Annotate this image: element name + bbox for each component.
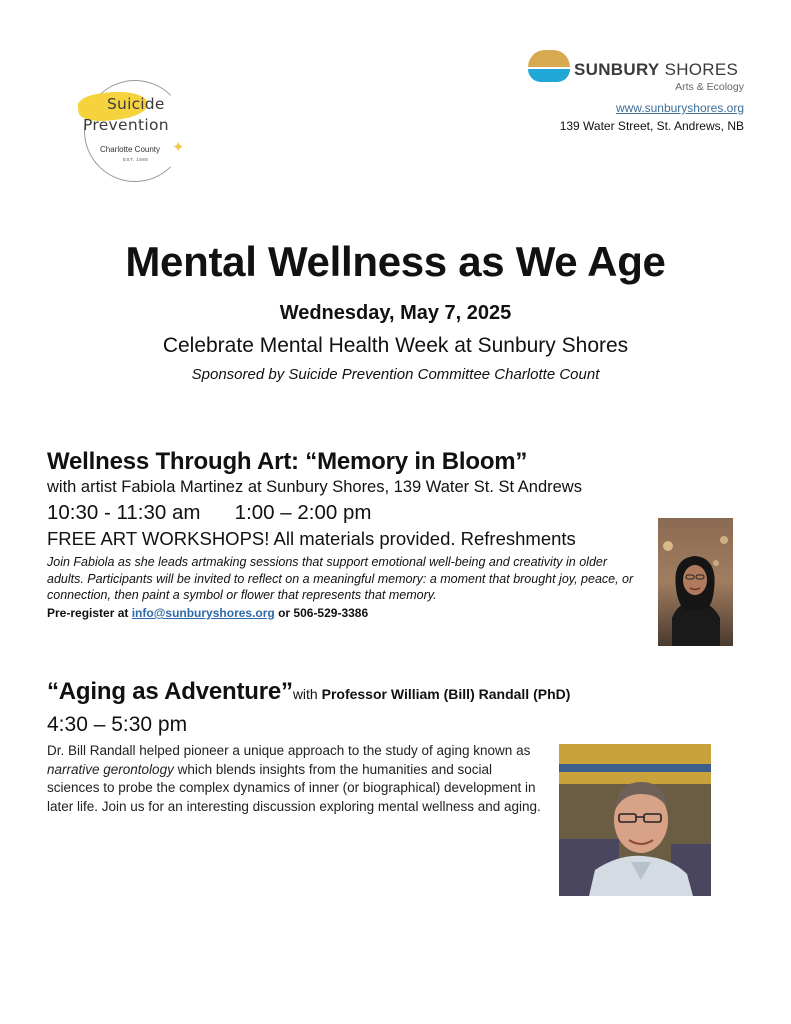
section1-time2: 1:00 – 2:00 pm	[234, 501, 372, 524]
brand-tagline: Arts & Ecology	[675, 81, 744, 93]
desc-part2: which blends insights from the humanities and social sciences to probe the complex dynamics of inner (or biographical) development in later life. Join us for an interesting discussion exploring mental wellness and aging.	[47, 761, 541, 814]
section1-title: Wellness Through Art: “Memory in Bloom”	[47, 448, 528, 475]
desc-part1: Dr. Bill Randall helped pioneer a unique approach to the study of aging known as	[47, 743, 531, 758]
suicide-prevention-logo	[76, 78, 196, 190]
logo-text-line4: EST. 1989	[123, 157, 149, 162]
speaker-photo	[559, 744, 711, 896]
event-sponsor: Sponsored by Suicide Prevention Committee Charlotte Count	[191, 366, 600, 383]
section2-speaker: Professor William (Bill) Randall (PhD)	[321, 686, 571, 702]
desc-italic-term: narrative gerontology	[47, 761, 174, 777]
brand-regular: SHORES	[664, 60, 739, 79]
artist-photo	[658, 518, 733, 646]
website-link[interactable]: www.sunburyshores.org	[615, 101, 744, 115]
section1-register	[47, 606, 368, 620]
event-tagline: Celebrate Mental Health Week at Sunbury Shores	[162, 334, 629, 357]
water-icon	[528, 69, 570, 82]
logo-text-line1: Suicide	[107, 95, 165, 113]
section2-with: with	[292, 686, 322, 702]
logo-text-line3: Charlotte County	[100, 145, 161, 154]
sun-icon	[528, 50, 570, 67]
section2-description	[47, 742, 547, 816]
event-title: Mental Wellness as We Age	[125, 238, 666, 285]
section2-time: 4:30 – 5:30 pm	[47, 713, 188, 736]
section1-host: with artist Fabiola Martinez at Sunbury Shores, 139 Water St. St Andrews	[47, 478, 582, 496]
section1-times	[47, 501, 371, 525]
section1-description: Join Fabiola as she leads artmaking sessions that support emotional well-being and creativity in older adults. Participants will be invited to reflect on a meaningful memory: a moment that brought joy, peace, or connection, then paint a symbol or flower that represents that memory.	[47, 555, 634, 602]
brand-bold: SUNBURY	[574, 60, 660, 79]
logo-text-line2: Prevention	[83, 116, 169, 134]
section2-heading	[47, 678, 570, 706]
section1-time1: 10:30 - 11:30 am	[47, 501, 201, 524]
register-suffix: or 506-529-3386	[274, 606, 369, 620]
register-prefix: Pre-register at	[47, 606, 132, 620]
sparkle-icon: ✦	[172, 139, 185, 156]
address: 139 Water Street, St. Andrews, NB	[559, 119, 744, 133]
brand-name	[574, 60, 738, 80]
section1-free-notice: FREE ART WORKSHOPS! All materials provided. Refreshments	[47, 528, 576, 549]
event-date: Wednesday, May 7, 2025	[279, 302, 512, 324]
sunbury-shores-logo	[528, 48, 748, 93]
section2-title: “Aging as Adventure”	[47, 678, 293, 705]
register-email-link[interactable]: info@sunburyshores.org	[131, 606, 275, 620]
